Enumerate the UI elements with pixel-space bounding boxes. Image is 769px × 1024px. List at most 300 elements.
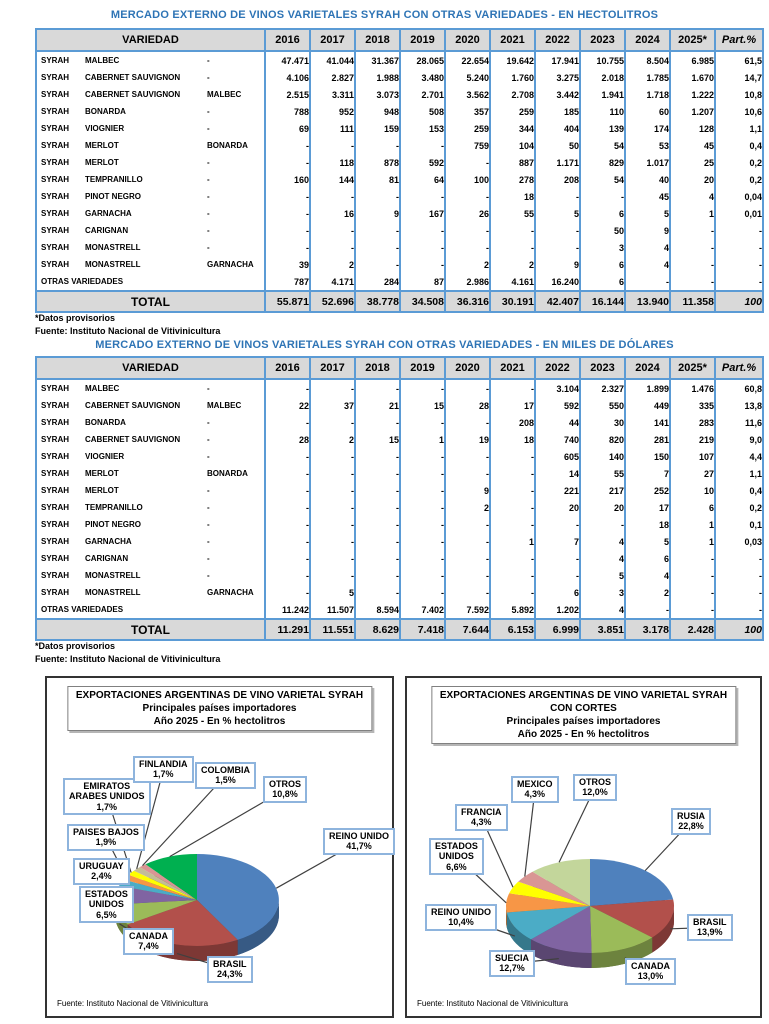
value-cell: 47.471 [265,51,310,69]
col-year: 2023 [580,29,625,51]
value-cell: 18 [490,431,535,448]
col-part: Part.% [715,29,763,51]
value-cell: 21 [355,397,400,414]
variety-cell [36,86,265,103]
value-cell: - [490,465,535,482]
variety-cell [36,567,265,584]
variety-cell [36,137,265,154]
value-cell: - [625,273,670,291]
value-cell: 878 [355,154,400,171]
value-cell: 19.642 [490,51,535,69]
table-row [36,273,763,291]
value-cell: - [400,533,445,550]
variety-name: MONASTRELL [85,260,141,269]
total-label: TOTAL [36,619,265,640]
value-cell: - [400,239,445,256]
pie-slice [590,859,673,906]
part-cell: 0,04 [715,188,763,205]
col-year: 2022 [535,357,580,379]
variety-blend: - [207,175,210,184]
pie-label-line: MEXICO [517,779,553,789]
value-cell: 141 [625,414,670,431]
chart-title-line: Año 2025 - En % hectolitros [517,729,650,740]
variety-blend: - [207,243,210,252]
value-cell: 3.073 [355,86,400,103]
value-cell: 7.402 [400,601,445,619]
value-cell: 217 [580,482,625,499]
value-cell: 17 [490,397,535,414]
pie-label-line: 4,3% [524,789,546,800]
value-cell: 5 [535,205,580,222]
pie-label-line: 6,5% [96,909,117,920]
value-cell: - [310,465,355,482]
variety-blend: - [207,124,210,133]
footnote-1 [35,312,220,338]
value-cell: - [265,567,310,584]
variety-blend: - [207,537,210,546]
variety-blend: - [207,56,210,65]
pie-label-brasil [687,914,733,941]
value-cell: 1.899 [625,379,670,397]
pie-label-line: OTROS [269,779,302,789]
value-cell: 118 [310,154,355,171]
value-cell: - [400,188,445,205]
value-cell: 259 [490,103,535,120]
value-cell: - [310,499,355,516]
total-label: TOTAL [36,291,265,312]
variety-base: SYRAH [41,124,70,133]
header-row [36,357,763,379]
total-row [36,291,763,312]
variety-base: SYRAH [41,243,70,252]
value-cell: 6 [580,256,625,273]
variety-blend: BONARDA [207,469,248,478]
value-cell: 6 [670,499,715,516]
value-cell: 740 [535,431,580,448]
value-cell: - [670,239,715,256]
pie-label-line: ESTADOS [85,889,128,899]
value-cell: - [670,550,715,567]
value-cell: - [445,567,490,584]
value-cell: 22 [265,397,310,414]
value-cell: - [670,601,715,619]
variety-cell [36,103,265,120]
value-cell: - [310,239,355,256]
value-cell: - [265,239,310,256]
variety-name: MERLOT [85,141,119,150]
value-cell: 1.670 [670,69,715,86]
value-cell: 1.202 [535,601,580,619]
variety-name: CABERNET SAUVIGNON [85,90,181,99]
value-cell: 41.044 [310,51,355,69]
value-cell: 2 [445,256,490,273]
header-row [36,29,763,51]
variety-cell [36,51,265,69]
value-cell: - [265,465,310,482]
value-cell: 8.594 [355,601,400,619]
value-cell: - [355,499,400,516]
variety-cell [36,379,265,397]
value-cell: 9 [355,205,400,222]
variety-base: SYRAH [41,175,70,184]
pie-chart-syrah-con-cortes [405,676,762,1018]
value-cell: 45 [670,137,715,154]
pie-label-line: 41,7% [346,841,372,852]
value-cell: 55 [490,205,535,222]
variety-cell [36,256,265,273]
value-cell: 100 [445,171,490,188]
pie-label-line: 1,7% [152,769,174,780]
value-cell: - [445,584,490,601]
value-cell: 25 [670,154,715,171]
chart-title-line: Principales países importadores [142,703,297,714]
variety-base: SYRAH [41,90,70,99]
pie-label-line: FINLANDIA [139,759,188,769]
pie-label-connector [143,776,226,866]
col-year: 2019 [400,357,445,379]
value-cell: - [310,533,355,550]
variety-base: SYRAH [41,418,70,427]
pie-label-line: 1,7% [96,801,118,812]
value-cell: 283 [670,414,715,431]
table-row [36,533,763,550]
value-cell: - [445,516,490,533]
value-cell: 110 [580,103,625,120]
value-cell: 50 [580,222,625,239]
value-cell: - [355,482,400,499]
variety-name: PINOT NEGRO [85,192,142,201]
table-row [36,584,763,601]
value-cell: - [265,533,310,550]
total-value: 11.551 [310,619,355,640]
value-cell: - [400,448,445,465]
pie-label-line: 6,6% [446,861,467,872]
table-row [36,222,763,239]
variety-cell [36,516,265,533]
value-cell: 759 [445,137,490,154]
value-cell: 1.785 [625,69,670,86]
col-part: Part.% [715,357,763,379]
value-cell: 174 [625,120,670,137]
value-cell: 281 [625,431,670,448]
total-value: 2.428 [670,619,715,640]
part-cell: 10,8 [715,86,763,103]
value-cell: - [445,414,490,431]
variety-base: SYRAH [41,401,70,410]
variety-blend: - [207,73,210,82]
total-value: 11.358 [670,291,715,312]
value-cell: - [445,239,490,256]
value-cell: 219 [670,431,715,448]
total-value: 11.291 [265,619,310,640]
part-cell: 0,2 [715,154,763,171]
table-row [36,414,763,431]
part-cell: 11,6 [715,414,763,431]
value-cell: 20 [580,499,625,516]
table-row [36,69,763,86]
value-cell: 140 [580,448,625,465]
variety-base: SYRAH [41,435,70,444]
variety-name: OTRAS VARIEDADES [41,605,124,614]
value-cell: - [265,482,310,499]
value-cell: 54 [580,137,625,154]
part-cell: 0,4 [715,482,763,499]
chart-title-line: Principales países importadores [506,716,661,727]
value-cell: 221 [535,482,580,499]
variety-name: MERLOT [85,469,119,478]
value-cell: - [400,550,445,567]
value-cell: - [670,584,715,601]
value-cell: 6 [580,205,625,222]
value-cell: 19 [445,431,490,448]
total-value: 42.407 [535,291,580,312]
total-value: 16.144 [580,291,625,312]
table-row [36,86,763,103]
value-cell: - [445,222,490,239]
value-cell: - [265,414,310,431]
value-cell: - [400,567,445,584]
pie-chart-syrah-hectolitros [45,676,394,1018]
value-cell: 7.592 [445,601,490,619]
value-cell: 40 [625,171,670,188]
variety-base: SYRAH [41,554,70,563]
value-cell: 9 [445,482,490,499]
pie-label-emiratos-arabes-unidos [63,778,151,815]
pie-label-line: 13,0% [637,971,664,982]
pie-label-suecia [489,950,535,977]
value-cell: 15 [400,397,445,414]
value-cell: 7 [625,465,670,482]
variety-name: GARNACHA [85,537,132,546]
value-cell: 1 [400,431,445,448]
pie-label-line: 24,3% [216,969,243,980]
variety-cell [36,431,265,448]
variety-name: MERLOT [85,158,119,167]
value-cell: - [355,414,400,431]
value-cell: 10.755 [580,51,625,69]
table-row [36,239,763,256]
pie-label-estados-unidos [79,886,134,923]
value-cell: - [535,239,580,256]
pie-label-finlandia [133,756,194,783]
value-cell: 10 [670,482,715,499]
pie-label-line: ESTADOS [435,841,478,851]
value-cell: - [355,137,400,154]
value-cell: - [490,550,535,567]
chart-title-line: EXPORTACIONES ARGENTINAS DE VINO VARIETAL SYRAH [75,690,364,701]
pie-label-francia [455,804,508,831]
value-cell: 9 [625,222,670,239]
variety-blend: BONARDA [207,141,248,150]
variety-name: TEMPRANILLO [85,503,143,512]
value-cell: - [445,379,490,397]
col-year: 2020 [445,357,490,379]
value-cell: 449 [625,397,670,414]
part-cell: - [715,550,763,567]
value-cell: 788 [265,103,310,120]
variety-base: SYRAH [41,260,70,269]
value-cell: 2 [445,499,490,516]
variety-base: SYRAH [41,537,70,546]
variety-blend: - [207,452,210,461]
value-cell: 4.106 [265,69,310,86]
variety-blend: - [207,384,210,393]
variety-base: SYRAH [41,158,70,167]
pie-label-line: SUECIA [495,953,530,963]
col-year: 2021 [490,357,535,379]
variety-name: MONASTRELL [85,588,141,597]
value-cell: 3.442 [535,86,580,103]
value-cell: - [490,482,535,499]
value-cell: - [355,222,400,239]
pie-label-line: 13,9% [696,927,723,938]
value-cell: 104 [490,137,535,154]
col-year: 2020 [445,29,490,51]
value-cell: - [445,448,490,465]
pie-label-mexico [511,776,559,803]
pie-label-otros [263,776,307,803]
pie-label-line: UNIDOS [88,899,124,910]
value-cell: 5 [310,584,355,601]
variety-name: BONARDA [85,107,126,116]
pie-label-reino-unido [425,904,497,931]
value-cell: - [535,516,580,533]
value-cell: 208 [535,171,580,188]
value-cell: - [265,516,310,533]
value-cell: - [400,414,445,431]
value-cell: - [400,516,445,533]
variety-name: VIOGNIER [85,124,125,133]
value-cell: 150 [625,448,670,465]
pie-label-line: 22,8% [678,821,704,832]
value-cell: 17 [625,499,670,516]
value-cell: 2.986 [445,273,490,291]
value-cell: 55 [580,465,625,482]
variety-cell [36,499,265,516]
value-cell: 44 [535,414,580,431]
value-cell: 4.161 [490,273,535,291]
variety-name: MALBEC [85,384,120,393]
value-cell: 45 [625,188,670,205]
value-cell: 5 [625,205,670,222]
value-cell: 37 [310,397,355,414]
value-cell: - [355,379,400,397]
total-value: 7.644 [445,619,490,640]
total-value: 8.629 [355,619,400,640]
variety-blend: - [207,520,210,529]
value-cell: - [580,516,625,533]
variety-name: CARIGNAN [85,226,129,235]
value-cell: 50 [535,137,580,154]
value-cell: 335 [670,397,715,414]
value-cell: - [490,448,535,465]
value-cell: - [310,414,355,431]
value-cell: - [265,550,310,567]
variety-blend: - [207,571,210,580]
part-cell: - [715,584,763,601]
pie-label-estados-unidos [429,838,484,875]
value-cell: 39 [265,256,310,273]
value-cell: 887 [490,154,535,171]
col-year: 2025* [670,29,715,51]
pie-label-line: 12,7% [499,963,525,974]
value-cell: 1 [490,533,535,550]
value-cell: 144 [310,171,355,188]
pie-label-uruguay [73,858,130,885]
value-cell: 1 [670,516,715,533]
value-cell: - [355,550,400,567]
variety-blend: - [207,554,210,563]
table-hectolitros [35,28,764,313]
value-cell: - [490,379,535,397]
value-cell: 139 [580,120,625,137]
value-cell: 111 [310,120,355,137]
table-row [36,205,763,222]
value-cell: - [400,465,445,482]
table-row [36,482,763,499]
variety-name: CARIGNAN [85,554,129,563]
value-cell: 87 [400,273,445,291]
total-value: 30.191 [490,291,535,312]
variety-cell [36,239,265,256]
value-cell: 1.760 [490,69,535,86]
value-cell: 4 [670,188,715,205]
value-cell: 2.827 [310,69,355,86]
table-row [36,256,763,273]
value-cell: - [535,188,580,205]
variety-name: CABERNET SAUVIGNON [85,435,181,444]
pie-label-line: EMIRATOS [83,781,131,791]
pie-label-paises-bajos [67,824,145,851]
variety-cell [36,154,265,171]
value-cell: 2 [625,584,670,601]
value-cell: - [490,499,535,516]
chart-title-line: Año 2025 - En % hectolitros [153,716,286,727]
variety-base: SYRAH [41,73,70,82]
value-cell: - [535,567,580,584]
part-cell: - [715,239,763,256]
total-value: 3.178 [625,619,670,640]
total-row [36,619,763,640]
table-row [36,465,763,482]
value-cell: - [265,584,310,601]
value-cell: 160 [265,171,310,188]
part-cell: 10,6 [715,103,763,120]
value-cell: 787 [265,273,310,291]
value-cell: - [265,379,310,397]
col-year: 2017 [310,29,355,51]
total-part: 100 [715,619,763,640]
total-part: 100 [715,291,763,312]
pie-label-line: COLOMBIA [201,765,250,775]
value-cell: - [400,584,445,601]
variety-cell [36,397,265,414]
value-cell: 4.171 [310,273,355,291]
part-cell: 0,03 [715,533,763,550]
table-row [36,137,763,154]
value-cell: - [310,379,355,397]
footnote-provisional: *Datos provisorios [35,313,116,323]
variety-name: GARNACHA [85,209,132,218]
pie-label-line: OTROS [579,777,612,787]
value-cell: 605 [535,448,580,465]
pie-label-colombia [195,762,256,789]
part-cell: - [715,601,763,619]
value-cell: 1.718 [625,86,670,103]
variety-blend: MALBEC [207,401,242,410]
value-cell: 16 [310,205,355,222]
value-cell: - [445,154,490,171]
